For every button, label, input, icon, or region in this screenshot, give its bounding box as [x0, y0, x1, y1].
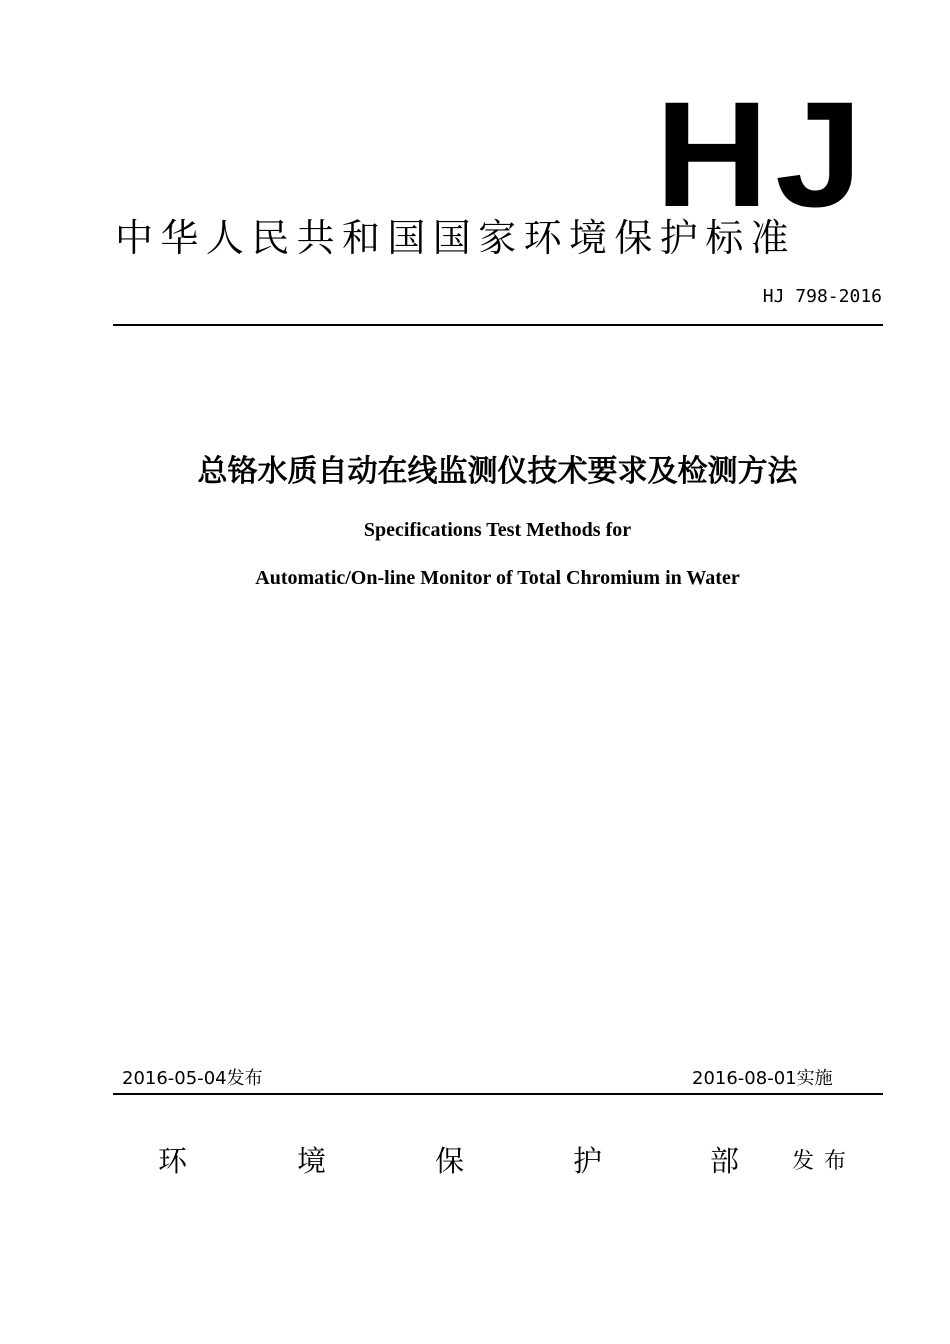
issuer-char-3: 保 — [435, 1144, 465, 1178]
header-divider — [113, 324, 883, 326]
footer-divider — [113, 1093, 883, 1095]
hj-logo: HJ — [655, 70, 869, 238]
issuer-char-4: 护 — [573, 1144, 603, 1178]
implementation-date: 2016-08-01实施 — [692, 1068, 833, 1089]
standard-number: HJ 798-2016 — [762, 286, 882, 307]
issuer-char-5: 部 — [710, 1144, 740, 1178]
issuer-verb: 发布 — [792, 1149, 857, 1174]
issue-date: 2016-05-04发布 — [122, 1068, 263, 1089]
title-english-line2: Automatic/On-line Monitor of Total Chromium in Water — [255, 567, 740, 589]
issuer-char-1: 环 — [158, 1144, 188, 1178]
title-english-line1: Specifications Test Methods for — [363, 519, 632, 541]
organization-title: 中华人民共和国国家环境保护标准 — [115, 216, 797, 260]
issuer-char-2: 境 — [297, 1144, 327, 1178]
title-chinese: 总铬水质自动在线监测仪技术要求及检测方法 — [197, 454, 798, 489]
